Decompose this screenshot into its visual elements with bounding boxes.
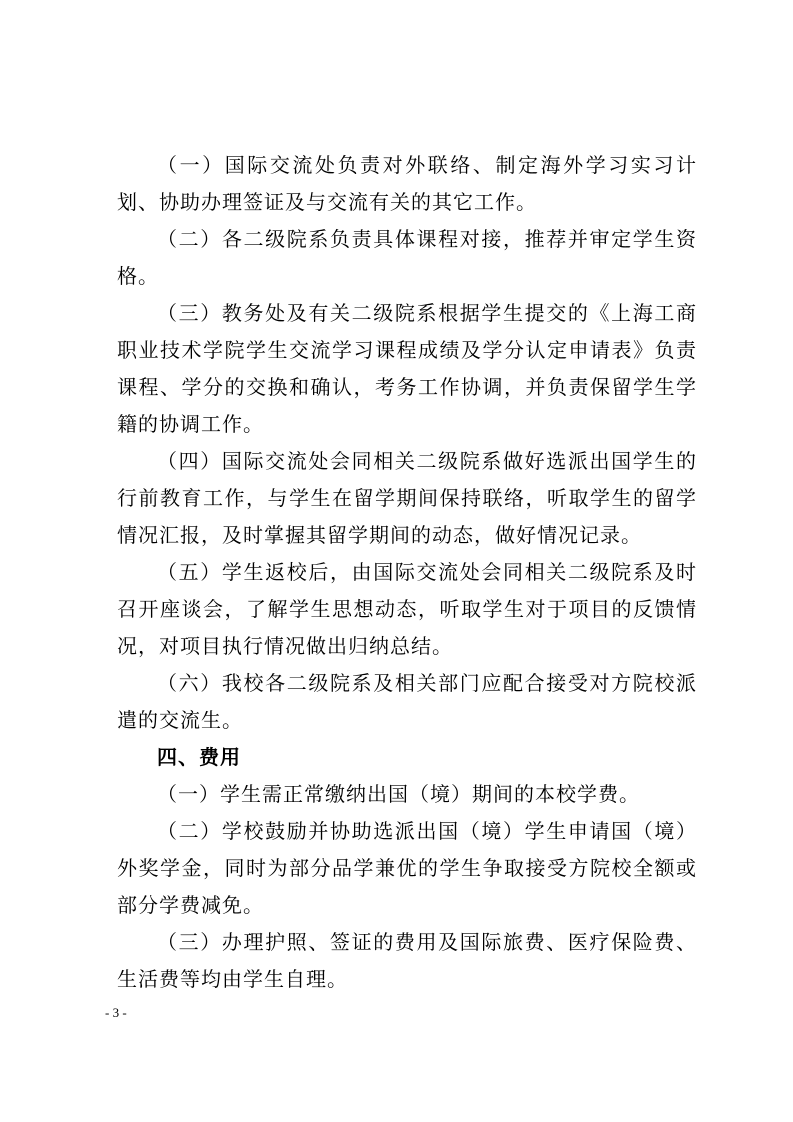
paragraph-fees-3: （三）办理护照、签证的费用及国际旅费、医疗保险费、生活费等均由学生自理。 [117, 930, 697, 991]
paragraph-responsibility-5: （五）学生返校后，由国际交流处会同相关二级院系及时召开座谈会，了解学生思想动态，听取学生对于项目的反馈情况，对项目执行情况做出归纳总结。 [117, 560, 697, 658]
paragraph-responsibility-3: （三）教务处及有关二级院系根据学生提交的《上海工商职业技术学院学生交流学习课程成绩及学分认定申请表》负责课程、学分的交换和确认，考务工作协调，并负责保留学生学籍的协调工作。 [117, 301, 697, 436]
document-body [117, 147, 697, 998]
paragraph-responsibility-1: （一）国际交流处负责对外联络、制定海外学习实习计划、协助办理签证及与交流有关的其它工作。 [117, 153, 697, 214]
paragraph-responsibility-4: （四）国际交流处会同相关二级院系做好选派出国学生的行前教育工作，与学生在留学期间保持联络，听取学生的留学情况汇报，及时掌握其留学期间的动态，做好情况记录。 [117, 449, 697, 547]
paragraph-responsibility-2: （二）各二级院系负责具体课程对接，推荐并审定学生资格。 [117, 227, 697, 288]
paragraph-responsibility-6: （六）我校各二级院系及相关部门应配合接受对方院校派遣的交流生。 [117, 671, 697, 732]
paragraph-fees-2: （二）学校鼓励并协助选派出国（境）学生申请国（境）外奖学金，同时为部分品学兼优的学生争取接受方院校全额或部分学费减免。 [117, 819, 697, 917]
page-number: - 3 - [105, 1005, 127, 1020]
paragraph-fees-1: （一）学生需正常缴纳出国（境）期间的本校学费。 [157, 782, 640, 806]
section-heading-fees: 四、费用 [157, 745, 241, 769]
